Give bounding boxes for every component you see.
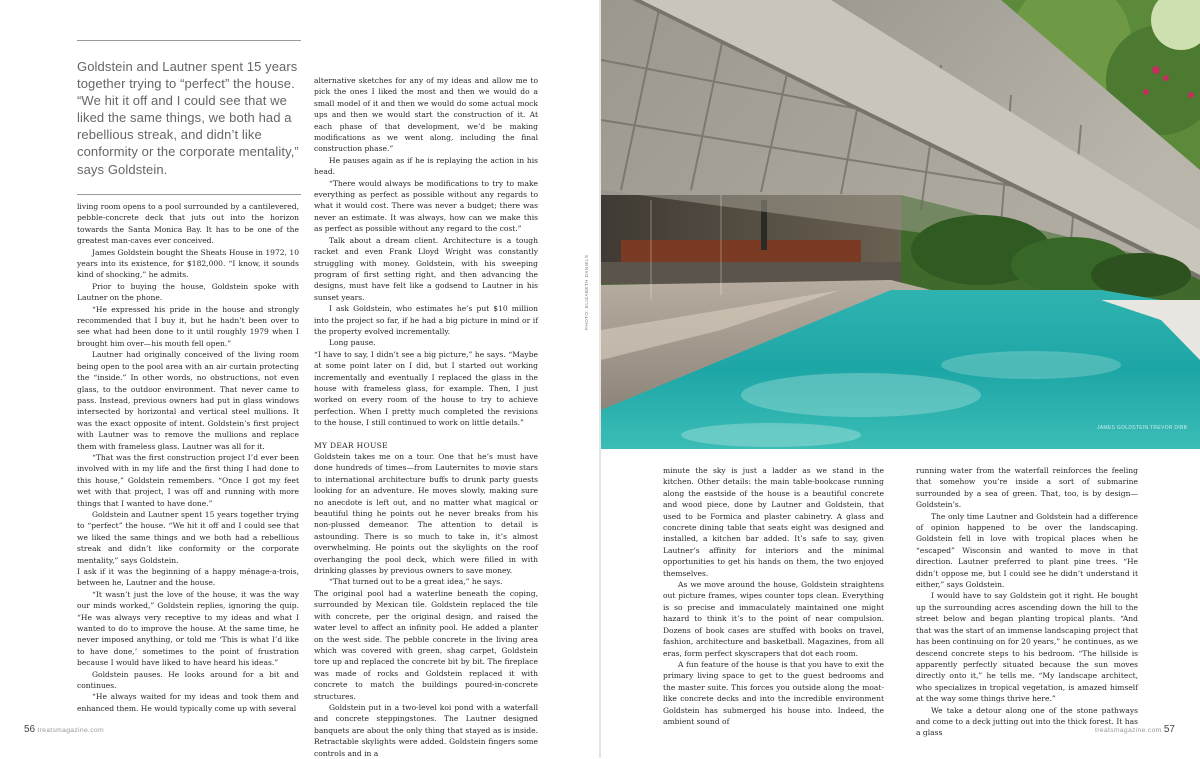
article-paragraph: The original pool had a waterline beneath the coping, surrounded by Mexican tile. Goldstein replaced the tile with concrete, per the original design, and raised the water level to affect an infinity pool. He added a planter on the west side. The pebble concrete in the living area which was covered with green, shag carpet, Goldstein tore up and replaced the concrete bit by bit. The fireplace was made of rocks and Goldstein replaced it with concrete to match the buildings poured-in-concrete structures. [314,588,538,701]
article-paragraph: “There would always be modifications to try to make everything as perfect as possible without any regards to what it would cost. There was never a budget; there was never an estimate. It was always, how can we make this as perfect as possible without any regard to the cost.” [314,178,538,234]
article-paragraph: Goldstein takes me on a tour. One that he’s must have done hundreds of times—from Lauternites to movie stars to international architecture buffs to drunk party guests looking for an adventure. He moves slowly, making sure no anecdote is left out, and no matter what magical or beautiful thing he points out he never breaks from his non-plussed demeanor. The attention to detail is astounding. There is so much to take in, it’s almost overwhelming. He points out the skylights on the roof overhanging the pool deck, which were filled in with drinking glasses by previous owners to save money. [314,452,538,576]
article-paragraph: Goldstein and Lautner spent 15 years together trying to “perfect” the house. “We hit it off and I could see that we liked the same things and we both had a rebellious streak and didn’t like conformity or the corporate mentality,” says Goldstein. [77,509,299,565]
article-paragraph: “He expressed his pride in the house and strongly recommended that I buy it, but he hadn’t been over to see what had been done to it until roughly 1979 when I brought him over—his mouth fell open.” [77,304,299,348]
page-number-left: 56 [24,724,36,735]
photo-watermark: JAMES GOLDSTEIN TREVOR DIBB [1097,425,1188,431]
article-paragraph: “He always waited for my ideas and took them and enhanced them. He would typically come up with several [77,692,299,713]
page-number-right: 57 [1163,724,1175,735]
article-paragraph: I ask if it was the beginning of a happy ménage-a-trois, between he, Lautner and the house. [77,567,299,588]
article-column-3 [663,465,884,727]
article-paragraph: The only time Lautner and Goldstein had a difference of opinion happened to be over the landscaping. Goldstein fell in love with tropical places when he “escaped” Wisconsin and wanted to move in that direction. Lautner preferred to plant pine trees. “He didn’t oppose me, but I could see he didn’t understand it either,” says Goldstein. [916,511,1138,590]
article-paragraph: “I have to say, I didn’t see a big picture,” he says. “Maybe at some point later on I did, but I started out working incrementally and eventually I replaced the glass in the house with frameless glass, for example. Then, I just worked on every room of the house to try to achieve perfection. When I pretty much completed the revisions to the house, I still continued to work on little details.” [314,349,538,428]
article-paragraph: I would have to say Goldstein got it right. He bought up the surrounding acres ascending down the hill to the street below and began planting tropical plants. “And that was the start of an immense landscaping project that has been continuing on for 20 years,” he continues, as we descend concrete steps to his bedroom. “The hillside is apparently perfectly situated because the sun moves directly onto it,” he tells me. “My landscape architect, who specializes in tropical vegetation, is amazed himself at the way some things thrive here.” [916,591,1138,704]
folio-left [24,724,104,735]
article-paragraph: “That turned out to be a great idea,” he says. [329,577,503,587]
article-paragraph: Goldstein put in a two-level koi pond with a waterfall and concrete steppingstones. The Lautner designed banquets are about the only thing that stayed as is inside. Retractable skylights were added. Goldstein fingers some controls and in a [314,702,538,758]
article-column-4 [916,465,1138,739]
article-paragraph: running water from the waterfall reinforces the feeling that somehow you’re inside a sort of submarine surrounded by a sea of green. That, too, is by design—Goldstein’s. [916,466,1138,510]
pull-quote [77,40,301,195]
website-left: treatsmagazine.com [37,727,104,734]
photo-credit: PHOTO: ELIZABETH DANIELS [584,254,589,330]
article-paragraph: Prior to buying the house, Goldstein spoke with Lautner on the phone. [77,281,299,303]
article-column-1 [77,201,299,714]
article-paragraph: I ask Goldstein, who estimates he’s put $10 million into the project so far, if he had a big picture in mind or if the property evolved incrementally. [314,304,538,336]
article-paragraph: minute the sky is just a ladder as we stand in the kitchen. Other details: the main table-bookcase running along the eastside of the house is a beautiful concrete and wood piece, done by Lautner and Goldstein, that used to be Formica and plaster cabinetry. A glass and concrete dining table that seats eight was designed and installed, a kitchen bar added. It’s safe to say, given Lautner’s affinity for interiors and the minimal opportunities to get his hands on them, the two enjoyed themselves. [663,466,884,578]
article-paragraph: Goldstein pauses. He looks around for a bit and continues. [77,669,299,691]
section-heading: MY DEAR HOUSE [314,440,388,450]
article-paragraph: Lautner had originally conceived of the living room being open to the pool area with an air curtain protecting the “inside.” In other words, no obstructions, not even glass, to the outdoor environment. That never came to pass. Instead, previous owners had put in glass windows intersected by horizontal and vertical steel mullions. It was the exact opposite of intent. Goldstein’s first project with Lautner was to remove the mullions and replace them with frameless glass. Lautner was all for it. [77,350,299,451]
article-paragraph: Talk about a dream client. Architecture is a tough racket and even Frank Lloyd Wright was constantly struggling with money. Goldstein, with his sweeping program of first setting right, and then advancing the designs, must have felt like a godsend to Lautner in his sunset years. [314,235,538,302]
article-paragraph: living room opens to a pool surrounded by a cantilevered, pebble-concrete deck that juts out into the horizon towards the Santa Monica Bay. It has to be one of the greatest man-caves ever conceived. [77,202,299,246]
house-pool-photo [601,0,1200,449]
website-right: treatsmagazine.com [1095,727,1162,734]
article-paragraph: We take a detour along one of the stone pathways and come to a deck jutting out into the thick forest. It has a glass [916,705,1138,738]
article-paragraph: “That was the first construction project I’d ever been involved with in my life and the first thing I had done to this house,” Goldstein remembers. “Once I got my feet wet with that project, I was off and running with more things that I wanted to have done.” [77,452,299,508]
folio-right [1095,724,1175,735]
article-paragraph: alternative sketches for any of my ideas and allow me to pick the ones I liked the most and then we would do a small model of it and then we would do some actual mock ups and then we would start the construction of it. At each phase of that development, we’d be making modifications as we went along, including the final construction phase.” [314,76,538,154]
article-paragraph: As we move around the house, Goldstein straightens out picture frames, wipes counter tops clean. Everything is so precise and immaculately maintained one might hazard to think it’s to the point of near compulsion. Dozens of book cases are stuffed with books on travel, fashion, architecture and basketball. Magazines, from all eras, form perfect skyscrapers that dot each room. [663,580,884,658]
article-column-2 [314,75,538,759]
article-paragraph: A fun feature of the house is that you have to exit the primary living space to get to the guest bedrooms and the master suite. This forces you outside along the moat-like concrete decks and into the incredible environment Goldstein has submerged his house into. Indeed, the ambient sound of [663,659,884,726]
article-paragraph: James Goldstein bought the Sheats House in 1972, 10 years into its existence, for $182,000. “I know, it sounds kind of shocking,” he admits. [77,247,299,280]
article-paragraph: He pauses again as if he is replaying the action in his head. [314,155,538,177]
pull-quote-text: Goldstein and Lautner spent 15 years together trying to “perfect” the house. “We hit it off and I could see that we liked the same things, we both had a rebellious streak, and didn’t like conformity or the corporate mentality,” says Goldstein. [77,59,299,177]
article-paragraph: “It wasn’t just the love of the house, it was the way our minds worked,” Goldstein replies, ignoring the quip. “He was always very receptive to my ideas and what I wanted to do to improve the house. At the same time, he never imposed anything, or told me ‘This is what I’d like to have done,’ sometimes to the point of frustration because I would have liked to have heard his ideas.” [77,589,299,668]
article-paragraph: Long pause. [329,338,376,348]
